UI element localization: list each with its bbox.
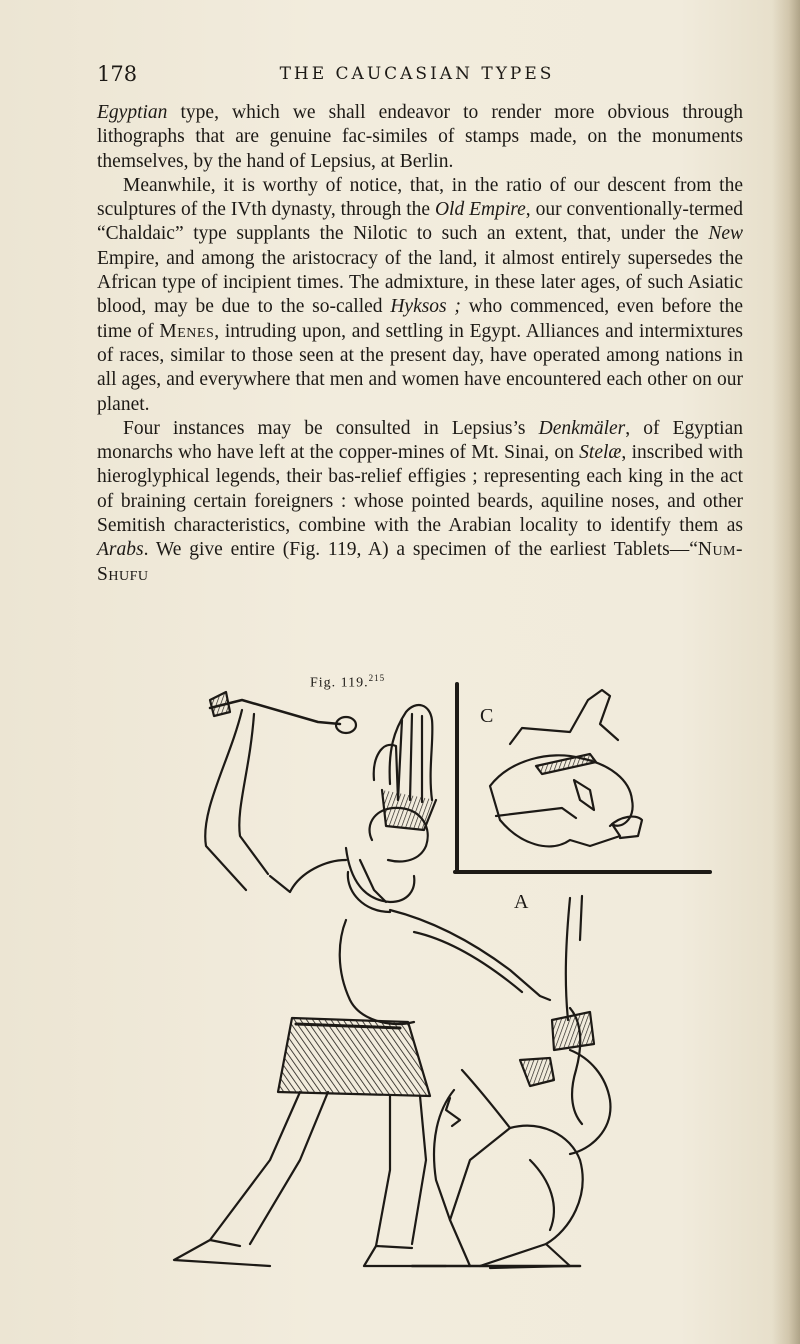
- panel-label-a: A: [514, 891, 529, 913]
- text-run: Egyptian: [97, 102, 168, 123]
- text-run: New: [708, 223, 743, 245]
- text-run: Meanwhile, it is worthy of notice, that, in the ratio of our descent from the sculptures of the IVth dynasty, through the: [97, 174, 743, 221]
- bas-relief-drawing: [150, 640, 730, 1280]
- text-run: Old Empire: [434, 199, 526, 221]
- text-run: Empire, and among the aristocracy of the land, it almost entirely supersedes the African type of incipient times. The admixture, in these later ages, of such Asiatic blood, may be due to the so-called: [97, 247, 743, 318]
- figure-label: Fig. 119.: [310, 675, 369, 691]
- body-text: [97, 101, 743, 587]
- panel-label-c: C: [480, 705, 494, 727]
- text-run: Hyksos ;: [390, 296, 461, 318]
- paragraph: [97, 174, 743, 417]
- page-header: [97, 62, 737, 92]
- text-run: Stelæ: [579, 442, 622, 464]
- text-run: Denkmäler: [538, 417, 626, 439]
- running-head: THE CAUCASIAN TYPES: [279, 64, 555, 84]
- text-run: , intruding upon, and settling in Egypt. Alliances and intermixtures of races, similar to those seen at the present day, have operated among nations in all ages, and everywhere that men and women have encountered each other on our planet.: [97, 320, 744, 415]
- figure-footnote-ref: 215: [368, 673, 386, 683]
- text-run: who commenced, even before the time of: [97, 296, 743, 342]
- king-figure: [174, 692, 550, 1266]
- page-number: 178: [97, 62, 138, 86]
- text-run: Num-Shufu: [97, 539, 743, 585]
- paragraph: [97, 101, 743, 174]
- text-run: Menes: [159, 320, 215, 342]
- figure-illustration: [150, 640, 730, 1280]
- text-run: , our conventionally-termed “Chaldaic” type supplants the Nilotic to such an extent, that, under the: [97, 199, 743, 245]
- page-edge-shadow: [772, 0, 800, 1344]
- text-run: Four instances may be consulted in Lepsius’s: [123, 417, 539, 439]
- inset-panel-c: [455, 684, 710, 872]
- text-run: Arabs: [97, 539, 144, 561]
- text-run: type, which we shall endeavor to render more obvious through lithographs that are genuine fac-similes of stamps made, on the monuments themselves, by the hand of Lepsius, at Berlin.: [97, 102, 743, 172]
- text-run: , inscribed with hieroglyphical legends, their bas-relief effigies ; representing each king in the act of braining certain foreigners : whose pointed beards, aquiline noses, and other Semitish characteristics, combine with the Arabian locality to identify them as: [97, 442, 743, 537]
- text-run: . We give entire (Fig. 119, A) a specimen of the earliest Tablets—“: [143, 539, 698, 561]
- text-run: , of Egyptian monarchs who have left at the copper-mines of Mt. Sinai, on: [97, 417, 743, 464]
- captive-figure: [412, 896, 610, 1268]
- paragraph: [97, 417, 743, 587]
